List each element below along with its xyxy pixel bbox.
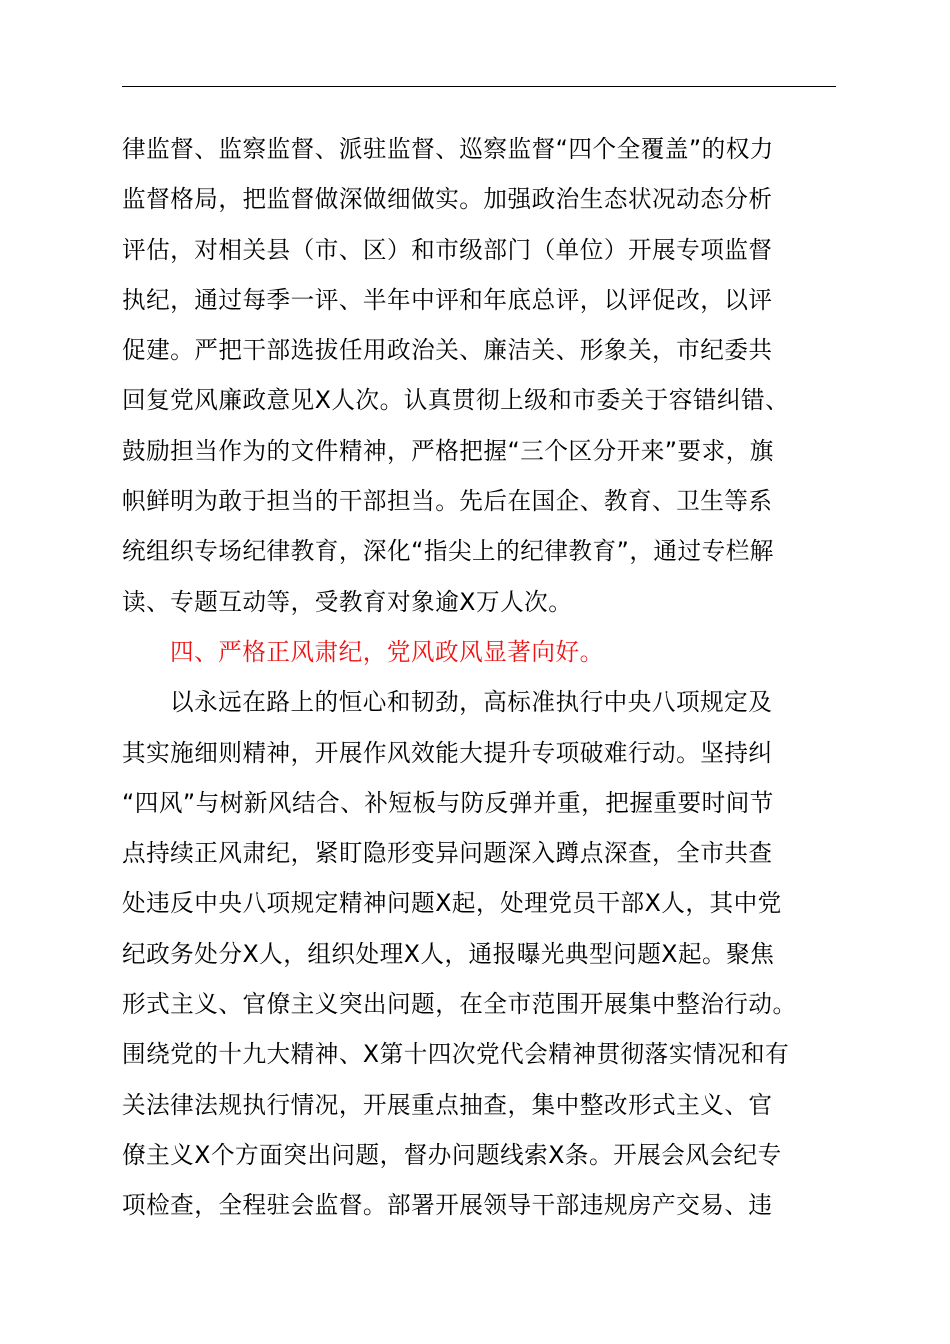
text-line: 回复党风廉政意见X人次。认真贯彻上级和市委关于容错纠错、 — [122, 386, 790, 415]
text-line: 律监督、监察监督、派驻监督、巡察监督“四个全覆盖”的权力 — [122, 135, 774, 163]
text-line: 形式主义、官僚主义突出问题，在全市范围开展集中整治行动。 — [122, 990, 797, 1019]
text-line: 鼓励担当作为的文件精神，严格把握“三个区分开来”要求，旗 — [122, 436, 774, 465]
text-line: 读、专题互动等，受教育对象逾X万人次。 — [122, 587, 573, 616]
document-body — [122, 124, 840, 1231]
text-line: 点持续正风肃纪，紧盯隐形变异问题深入蹲点深查，全市共查 — [122, 839, 773, 868]
text-line: 处违反中央八项规定精神问题X起，处理党员干部X人，其中党 — [122, 889, 782, 918]
header-rule — [122, 86, 836, 87]
text-line: 帜鲜明为敢于担当的干部担当。先后在国企、教育、卫生等系 — [122, 487, 773, 516]
text-line: 僚主义X个方面突出问题，督办问题线索X条。开展会风会纪专 — [122, 1140, 782, 1169]
text-line: 促建。严把干部选拔任用政治关、廉洁关、形象关，市纪委共 — [122, 336, 773, 365]
text-line: 关法律法规执行情况，开展重点抽查，集中整改形式主义、官 — [122, 1090, 773, 1119]
section-heading: 四、严格正风肃纪，党风政风显著向好。 — [170, 637, 604, 666]
text-line: 统组织专场纪律教育，深化“指尖上的纪律教育”，通过专栏解 — [122, 537, 774, 566]
text-line: 监督格局，把监督做深做细做实。加强政治生态状况动态分析 — [122, 185, 773, 214]
text-line: 纪政务处分X人，组织处理X人，通报曝光典型问题X起。聚焦 — [122, 939, 775, 968]
text-line: 评估，对相关县（市、区）和市级部门（单位）开展专项监督 — [122, 235, 773, 264]
text-line: 执纪，通过每季一评、半年中评和年底总评，以评促改，以评 — [122, 285, 773, 314]
text-line: “四风”与树新风结合、补短板与防反弹并重，把握重要时间节 — [122, 788, 774, 817]
text-line: 以永远在路上的恒心和韧劲，高标准执行中央八项规定及 — [170, 688, 773, 717]
text-line: 项检查，全程驻会监督。部署开展领导干部违规房产交易、违 — [122, 1191, 773, 1220]
text-line: 围绕党的十九大精神、X第十四次党代会精神贯彻落实情况和有 — [122, 1040, 790, 1069]
text-line: 其实施细则精神，开展作风效能大提升专项破难行动。坚持纠 — [122, 738, 773, 767]
